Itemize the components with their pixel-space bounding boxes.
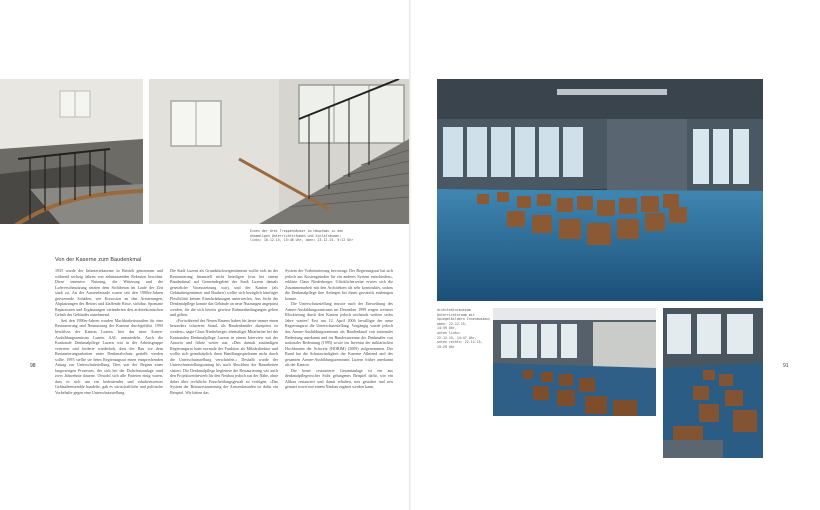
article-column-3	[285, 268, 393, 390]
paragraph: Die Unterschutzstellung musste nach der Einweihung des Armee-Ausbildungszentrums im Dezember 1999 wegen weiterer Blockierung durch den Kanton jedoch nochmals weitere sechs Jahre warten! Erst am 12. April 2006 bewilligte der neue Regierungsrat die Unterschutzstellung. Vorgängig wurde jedoch das Armee-Ausbildungszentrum als Baudenkmal von nationaler Bedeutung anerkannt und ins Bundesinventar der Denkmäler von nationaler Bedeutung (1995) sowie ins Inventar der militärischen Hochbauten der Schweiz (HOBIM) (2009) aufgenommen. Der Bund hat die Schutzwürdigkeit der Kaserne Allmend und des gesamten Armee-Ausbildungszentrums Luzern früher anerkannt als der Kanton.	[285, 301, 393, 368]
paragraph: »Fortwährend des Neuen Bauens haben bis heute immer einen besonders schweren Stand, als Baudenkmäler akzeptiert zu werden«, sagte Claus Niederberger, ehemaliger Mitarbeiter bei der Kantonalen Denkmalpflege Luzern in einem Interview mit der Autorin und führte weiter aus: »Den damals zuständigen Regierungsrat hatte normale der Funktion als Militärdirektor und wollte sich grundsätzlich ihren Handlungsspielraum nicht durch die Unterschutzstellung verschärfen.« Deshalb wurde der Unterschutzstellungsantrag bis nach Abschluss der Bauarbeiten sistiert. Die Denkmalpflege begleitete die Restaurierung wie auch den Projektwettbewerb für den Neubau jedoch aus der Nähe, ohne dabei über rechtliche Entscheidungsgewalt zu verfügen. »Das System der Betonrestaurierung der Aussenfassaden ist dafür ein Beispiel. Wir hätten das	[170, 317, 278, 396]
article-column-1	[55, 268, 163, 396]
staircase-photo-left	[0, 79, 143, 224]
paragraph: Die Stadt Luzern als Grundstückseigentümerin wollte sich an der Restaurierung finanziell nicht beteiligen (was bei einem Baudenkmal auf Gemeindegebiet der Stadt Luzern damals gesetzliche Voraussetzung war), und der Kanton (als Gebäudeeigentümer und Bauherr) wollte sich bezüglich künftiger Flexibilität keinen Einschränkungen unterwerfen. Aus Sicht der Denkmalpflege konnte das Gebäude an neue Nutzungen angepasst werden, für die sich bereits gewisse Rahmenbedingungen gelten und gelten.	[170, 268, 278, 318]
classroom-photo-bottom-right	[663, 308, 763, 458]
paragraph: System der Vorbetonierung bevorzugt. Der Regierungsrat hat sich jedoch aus Kostengründen für ein anderes System entschieden«, erklärte Claus Niederberger. Glücklicherweise erwies sich die Zusammenarbeit mit den Architekten als sehr konstruktiv, sodass die Denkmalpflege ihre Anliegen bei ihnen grossteils einbringen konnte.	[285, 268, 393, 301]
page-number-right: 91	[783, 363, 789, 369]
article-column-2	[170, 268, 278, 396]
page-number-left: 98	[30, 363, 36, 369]
article-heading: Von der Kaserne zum Baudenkmal	[55, 257, 142, 263]
paragraph: Seit den 1990er-Jahren wurden Machbarkeitsstudien für eine Restaurierung und Neunutzung der Kaserne durchgeführt. 1993 beschloss der Kanton Luzern, hier das neue Armee-Ausbildungszentrum Luzern AAL anzusiedeln. Auch die Kantonale Denkmalpflege Luzern war in der Arbeitsgruppe vertreten und forderte wiederholt, dass der Bau vor dem Restaurierungsarbeiten unter Denkmalschutz gestellt werden sollte. 1993 stellte sie beim Regierungsrat einen entsprechenden Antrag zur Unterschutzstellung. Dies war der Beginn eines langwierigen Prozesses, der sich bei der Dulschutzanlage rund zwei Jahrzehnte dauerte. Obwohl sich alle Parteien einig waren, dass es sich um ein bedeutendes und erhaltenswertes Gebäudeensemble handelte, gab es wirtschaftliche und politische Vorbehalte gegen eine Unterschutzstellung.	[55, 317, 163, 396]
classroom-photo-bottom-left	[493, 308, 656, 416]
caption-classroom: Architekturmuseum Unterrichtsraum mit Spiegelbildern Innenausbau; oben: 22.12.15, 14:59 Uhr, unten links: 22.12.15, 14:47 Uhr, unten rechts: 22.12.15, 15:29 Uhr	[437, 308, 491, 349]
paragraph: Die heute restaurierte Gesamtanlage ist ein aus denkmalpflegerischer Sicht gelungenes Beispiel dafür, wie ein Altbau restauriert und damit erhalten, neu gestaltet und neu genutzt sowie mit einem Neubau ergänzt werden kann.	[285, 367, 393, 390]
classroom-photo-large	[437, 79, 763, 301]
paragraph: 1935 wurde der Infanteriekaserne in Betrieb genommen und während sechzig Jahren von zehntausenden Rekruten bewohnt. Diese intensive Nutzung, die Witterung und die Luftverschmutzung setzten dem Sichtbeton im Laufe der Zeit stark zu. An der Aussenfassade waren seit den 1980er-Jahren gravierende Schäden, wie Korrosion an den Armierungen, Abplatzungen des Betons und klaffende Risse, sichtbar. Spontane Reparaturen und Ergänzungen veränderten den architektonischen Gehalt des Gebäudes zunehmend.	[55, 268, 163, 318]
caption-stairwells: Eines der drei Treppenhäuser im Hauptbau zu den ehemaligen Unterrichtsräumen und Schlafräumen; links: 16.12.15, 15:48 Uhr, oben: 23.12.15, 9:12 Uhr	[250, 229, 354, 243]
stairwell-photo-top	[149, 79, 409, 224]
book-gutter	[409, 0, 411, 510]
